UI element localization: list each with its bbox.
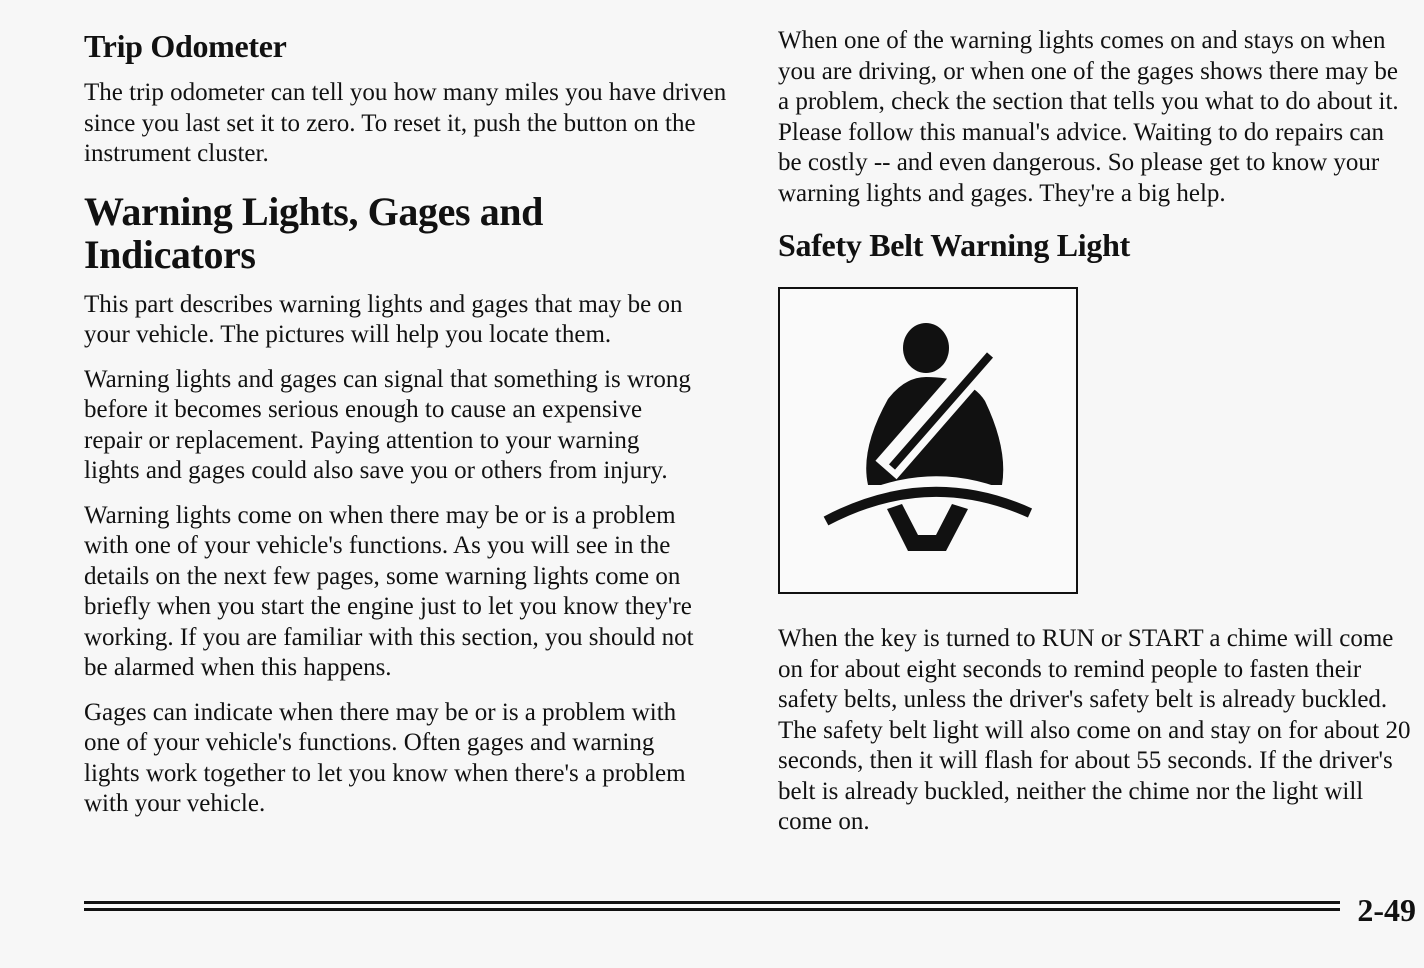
paragraph-intro: This part describes warning lights and gages that may be on your vehicle. The pictures will help you locate them. [84, 290, 683, 348]
paragraph-signal: Warning lights and gages can signal that something is wrong before it becomes serious enough to cause an expensive repair or replacement. Paying attention to your warning lights and gages could also save you or others from injury. [84, 365, 691, 484]
trip-odometer-heading: Trip Odometer [84, 28, 287, 64]
safety-belt-text: When the key is turned to RUN or START a chime will come on for about eight seconds to remind people to fasten their safety belts, unless the driver's safety belt is already buckled. The safety belt light will also come on and stay on for about 20 seconds, then it will flash for about 55 seconds. If the driver's belt is already buckled, neither the chime nor the light will come on. [778, 625, 1411, 835]
page-number: 2-49 [1357, 892, 1416, 928]
paragraph-come-on: Warning lights come on when there may be or is a problem with one of your vehicle's functions. As you will see in the details on the next few pages, some warning lights come on briefly when you start the engine just to let you know they're working. If you are familiar with this section, you should not be alarmed when this happens. [84, 501, 694, 681]
left-column [84, 26, 732, 834]
warning-lights-heading: Warning Lights, Gages and Indicators [84, 188, 544, 277]
safety-belt-icon [780, 289, 1076, 592]
paragraph-gages: Gages can indicate when there may be or is a problem with one of your vehicle's functions. Often gages and warning lights work together to let you know when there's a problem with your vehicle. [84, 698, 686, 817]
right-column [778, 26, 1412, 854]
trip-odometer-text: The trip odometer can tell you how many miles you have driven since you last set it to zero. To reset it, push the button on the instrument cluster. [84, 79, 727, 167]
safety-belt-heading: Safety Belt Warning Light [778, 227, 1130, 263]
safety-belt-icon-box [778, 287, 1078, 594]
footer-rule [84, 901, 1340, 911]
warning-intro-text: When one of the warning lights comes on and stays on when you are driving, or when one of the gages shows there may be a problem, check the section that tells you what to do about it. Please follow this manual's advice. Waiting to do repairs can be costly -- and even dangerous. So please get to know your warning lights and gages. They're a big help. [778, 27, 1399, 207]
